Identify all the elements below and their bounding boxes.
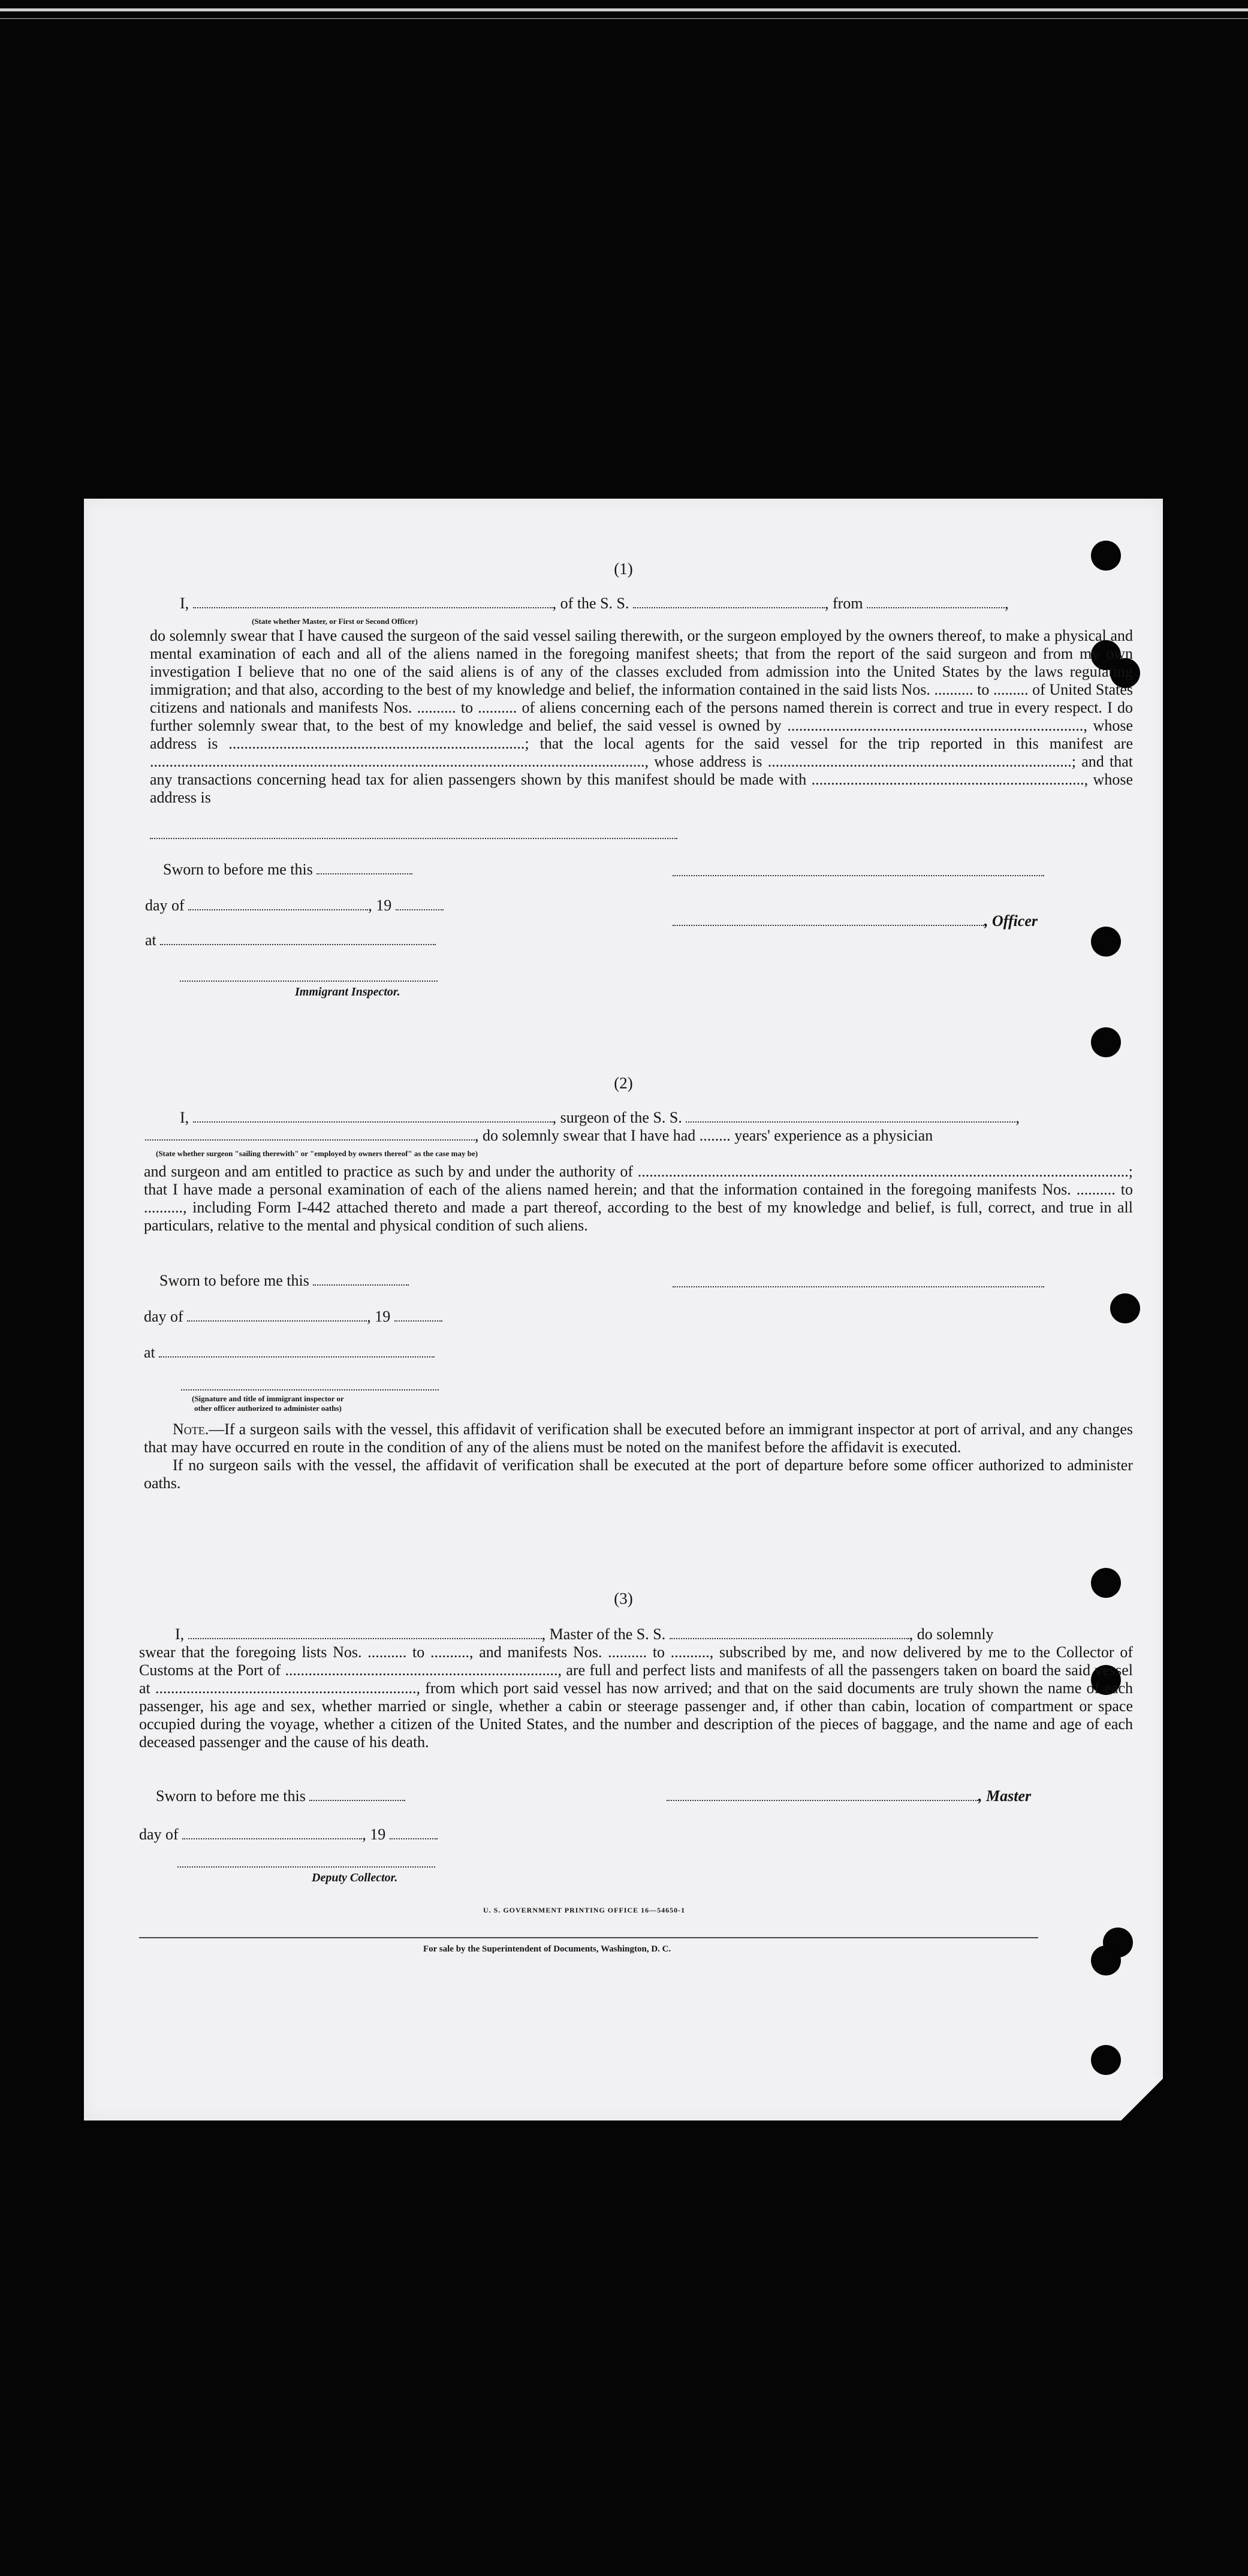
sworn-line-1: Sworn to before me this xyxy=(163,861,412,879)
day-line-3: day of , 19 xyxy=(139,1826,438,1844)
footer-rule xyxy=(139,1937,1038,1938)
signature-title-rule xyxy=(181,1389,439,1390)
day-line-1: day of , 19 xyxy=(145,897,444,915)
sworn-line-2: Sworn to before me this xyxy=(159,1272,409,1290)
punch-hole xyxy=(1091,2045,1121,2075)
collector-rule xyxy=(177,1866,435,1868)
note-block: Note.—If a surgeon sails with the vessel, this affidavit of verification shall be executed before an immigrant inspector at port of arrival, and any changes that may have occurred en route in the condition of any of the aliens must be noted on the manifest before the affidavit is executed. If no surgeon sails with the vessel, the affidavit of verification shall be executed at the port of departure before some officer authorized to administer oaths. xyxy=(144,1420,1133,1492)
document-page xyxy=(84,499,1163,2120)
section-1-oath-line: I, , of the S. S. , from , xyxy=(180,595,1009,612)
section-2-line-2: , do solemnly swear that I have had ........ years' experience as a physician xyxy=(145,1127,933,1145)
at-line-2: at xyxy=(144,1344,435,1362)
inspector-rule xyxy=(180,981,438,982)
day-line-2: day of , 19 xyxy=(144,1308,442,1326)
punch-hole xyxy=(1091,1027,1121,1057)
section-3-oath-line: I, , Master of the S. S. , do solemnly xyxy=(175,1625,994,1643)
torn-corner xyxy=(1121,2079,1163,2120)
section-3-body: swear that the foregoing lists Nos. .......... to .........., and manifests Nos. .......... to .........., subscribed by me, and now delivered by me to the Collector of Customs at the Port of ......................................................................, are full and perfect lists and manifests of all the passengers taken on board the said vessel at ..................................................................., from which port said vessel has now arrived; and that on the said documents are truly shown the name of each passenger, his age and sex, whether married or single, whether a cabin or steerage passenger and, if other than cabin, location of compartment or space occupied during the voyage, whether a citizen of the United States, and the number and description of the pieces of baggage, and the name and age of each deceased passenger and the cause of his death. xyxy=(139,1643,1133,1751)
printing-office-line: U. S. GOVERNMENT PRINTING OFFICE 16—54650-1 xyxy=(483,1906,686,1914)
section-1-number: (1) xyxy=(614,560,633,578)
section-1-body: do solemnly swear that I have caused the surgeon of the said vessel sailing therewith, or the surgeon employed by the owners thereof, to make a physical and mental examination of each and all of the aliens named in the foregoing manifest sheets; that from the report of the said surgeon and from my own investigation I believe that no one of the said aliens is of any of the classes excluded from admission into the United States by the laws regulating immigration; and that also, according to the best of my knowledge and belief, the information contained in the said lists Nos. .......... to ......... of United States citizens and nationals and manifests Nos. .......... to .......... of aliens concerning each of the persons named therein is correct and true in every respect. I do further solemnly swear that, to the best of my knowledge and belief, the said vessel is owned by ............................................................................, whose address is ............................................................................; that the local agents for the said vessel for the trip reported in this manifest are ..............................................................................................................................., whose address is ..............................................................................; and that any transactions concerning head tax for alien passengers shown by this manifest should be made with ......................................................................, whose address is xyxy=(150,627,1133,806)
master-line: , Master xyxy=(667,1787,1031,1805)
punch-hole xyxy=(1091,1945,1121,1975)
punch-hole xyxy=(1110,1293,1140,1323)
collector-caption: Deputy Collector. xyxy=(312,1871,398,1884)
at-line-1: at xyxy=(145,931,436,949)
sale-notice: For sale by the Superintendent of Documents, Washington, D. C. xyxy=(423,1944,671,1954)
section-1-caption: (State whether Master, or First or Second Officer) xyxy=(252,617,418,626)
signature-rule-2 xyxy=(673,1286,1044,1287)
film-edge-line-2 xyxy=(0,18,1248,19)
signature-rule xyxy=(673,875,1044,876)
sig-caption-2: other officer authorized to administer oaths) xyxy=(194,1404,342,1413)
sworn-line-3: Sworn to before me this xyxy=(156,1787,405,1805)
inspector-caption: Immigrant Inspector. xyxy=(295,985,400,999)
section-2-oath-line: I, , surgeon of the S. S. , xyxy=(180,1109,1020,1126)
section-2-body: and surgeon and am entitled to practice as such by and under the authority of ..............................................................................................................................; that I have made a personal examination of each of the aliens named herein; and that the information contained in the foregoing manifests Nos. .......... to .........., including Form I-442 attached thereto and made a part thereof, according to the best of my knowledge and belief, is full, correct, and true in all particulars, relative to the mental and physical condition of such aliens. xyxy=(144,1163,1133,1234)
officer-line: , Officer xyxy=(673,912,1038,930)
section-2-number: (2) xyxy=(614,1074,633,1092)
film-edge-line xyxy=(0,8,1248,11)
rule xyxy=(150,838,677,839)
section-2-caption: (State whether surgeon "sailing therewith" or "employed by owners thereof" as the case may be) xyxy=(156,1149,478,1158)
section-3-number: (3) xyxy=(614,1589,633,1607)
punch-hole xyxy=(1091,927,1121,957)
sig-caption-1: (Signature and title of immigrant inspector or xyxy=(192,1394,344,1403)
